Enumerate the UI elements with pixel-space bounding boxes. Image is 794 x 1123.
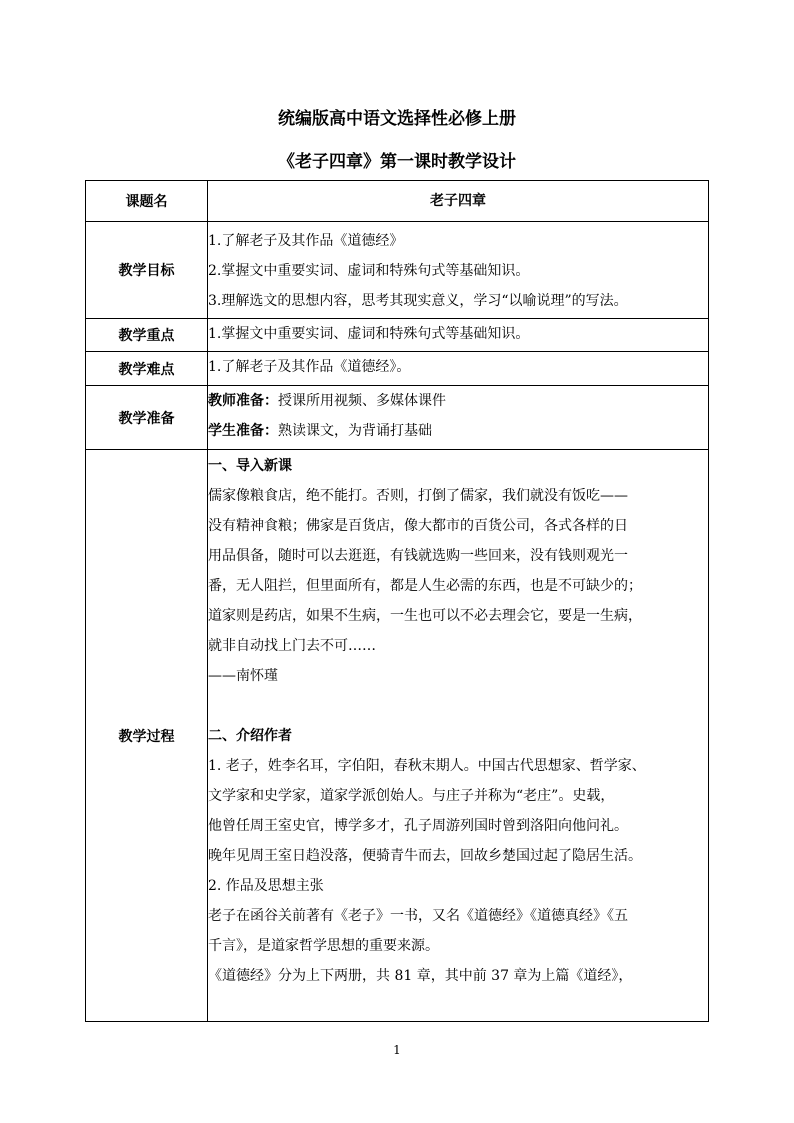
key-point-line: 1.掌握文中重要实词、虚词和特殊句式等基础知识。 bbox=[208, 326, 530, 342]
paragraph-line: 文学家和史学家，道家学派创始人。与庄子并称为“老庄”。史载， bbox=[208, 788, 615, 804]
teacher-preparation bbox=[208, 386, 708, 416]
process-content bbox=[208, 450, 709, 1022]
difficulties-label: 教学难点 bbox=[86, 352, 208, 386]
paragraph-line: 道家则是药店，如果不生病，一生也可以不必去理会它，要是一生病， bbox=[208, 608, 642, 624]
paragraph-line: 他曾任周王室史官，博学多才，孔子周游列国时曾到洛阳向他问礼。 bbox=[208, 818, 628, 834]
difficulty-line: 1.了解老子及其作品《道德经》。 bbox=[208, 359, 411, 375]
difficulties-content bbox=[208, 352, 709, 386]
table-row-objectives bbox=[86, 222, 709, 319]
topic-value: 老子四章 bbox=[208, 181, 709, 222]
student-preparation-text: 熟读课文，为背诵打基础 bbox=[278, 423, 432, 439]
table-row-key-points bbox=[86, 319, 709, 352]
spacer bbox=[208, 691, 708, 721]
paragraph-line: 千言》，是道家哲学思想的重要来源。 bbox=[208, 938, 439, 954]
paragraph-line: 没有精神食粮；佛家是百货店，像大都市的百货公司，各式各样的日 bbox=[208, 518, 628, 534]
objective-line: 3.理解选文的思想内容，思考其现实意义，学习“以喻说理”的写法。 bbox=[208, 293, 628, 309]
paragraph-line: 就非自动找上门去不可…… bbox=[208, 638, 376, 654]
key-points-content bbox=[208, 319, 709, 352]
paragraph-line: 2. 作品及思想主张 bbox=[208, 878, 324, 894]
objective-line: 2.掌握文中重要实词、虚词和特殊句式等基础知识。 bbox=[208, 263, 530, 279]
page-number: 1 bbox=[393, 1043, 401, 1057]
document-title: 统编版高中语文选择性必修上册 bbox=[278, 109, 516, 129]
table-row-preparation bbox=[86, 386, 709, 450]
preparation-content bbox=[208, 386, 709, 450]
preparation-label: 教学准备 bbox=[86, 386, 208, 450]
key-points-label: 教学重点 bbox=[86, 319, 208, 352]
paragraph-line: 1. 老子，姓李名耳，字伯阳，春秋末期人。中国古代思想家、哲学家、 bbox=[208, 758, 646, 774]
student-preparation-label: 学生准备： bbox=[208, 423, 278, 439]
paragraph-line: 用品俱备，随时可以去逛逛，有钱就选购一些回来，没有钱则观光一 bbox=[208, 548, 628, 564]
section-heading-intro: 一、导入新课 bbox=[208, 458, 292, 474]
table-row-process bbox=[86, 450, 709, 1022]
paragraph-line: 儒家像粮食店，绝不能打。否则，打倒了儒家，我们就没有饭吃—— bbox=[208, 488, 628, 504]
quote-attribution: ——南怀瑾 bbox=[208, 668, 278, 684]
objectives-content bbox=[208, 222, 709, 319]
paragraph-line: 《道德经》分为上下两册，共 81 章，其中前 37 章为上篇《道经》， bbox=[208, 968, 633, 984]
teacher-preparation-text: 授课所用视频、多媒体课件 bbox=[278, 393, 446, 409]
lesson-plan-table bbox=[85, 180, 709, 1022]
objectives-label: 教学目标 bbox=[86, 222, 208, 319]
teacher-preparation-label: 教师准备： bbox=[208, 393, 278, 409]
document-subtitle: 《老子四章》第一课时教学设计 bbox=[278, 152, 516, 172]
topic-label: 课题名 bbox=[86, 181, 208, 222]
paragraph-line: 晚年见周王室日趋没落，便骑青牛而去，回故乡楚国过起了隐居生活。 bbox=[208, 848, 642, 864]
table-row-difficulties bbox=[86, 352, 709, 386]
student-preparation bbox=[208, 416, 708, 446]
paragraph-line: 番，无人阻拦，但里面所有，都是人生必需的东西，也是不可缺少的； bbox=[208, 578, 642, 594]
paragraph-line: 老子在函谷关前著有《老子》一书，又名《道德经》《道德真经》《五 bbox=[208, 908, 628, 924]
objective-line: 1.了解老子及其作品《道德经》 bbox=[208, 233, 404, 249]
table-row-topic bbox=[86, 181, 709, 222]
process-label: 教学过程 bbox=[86, 450, 208, 1022]
section-heading-author: 二、介绍作者 bbox=[208, 728, 292, 744]
